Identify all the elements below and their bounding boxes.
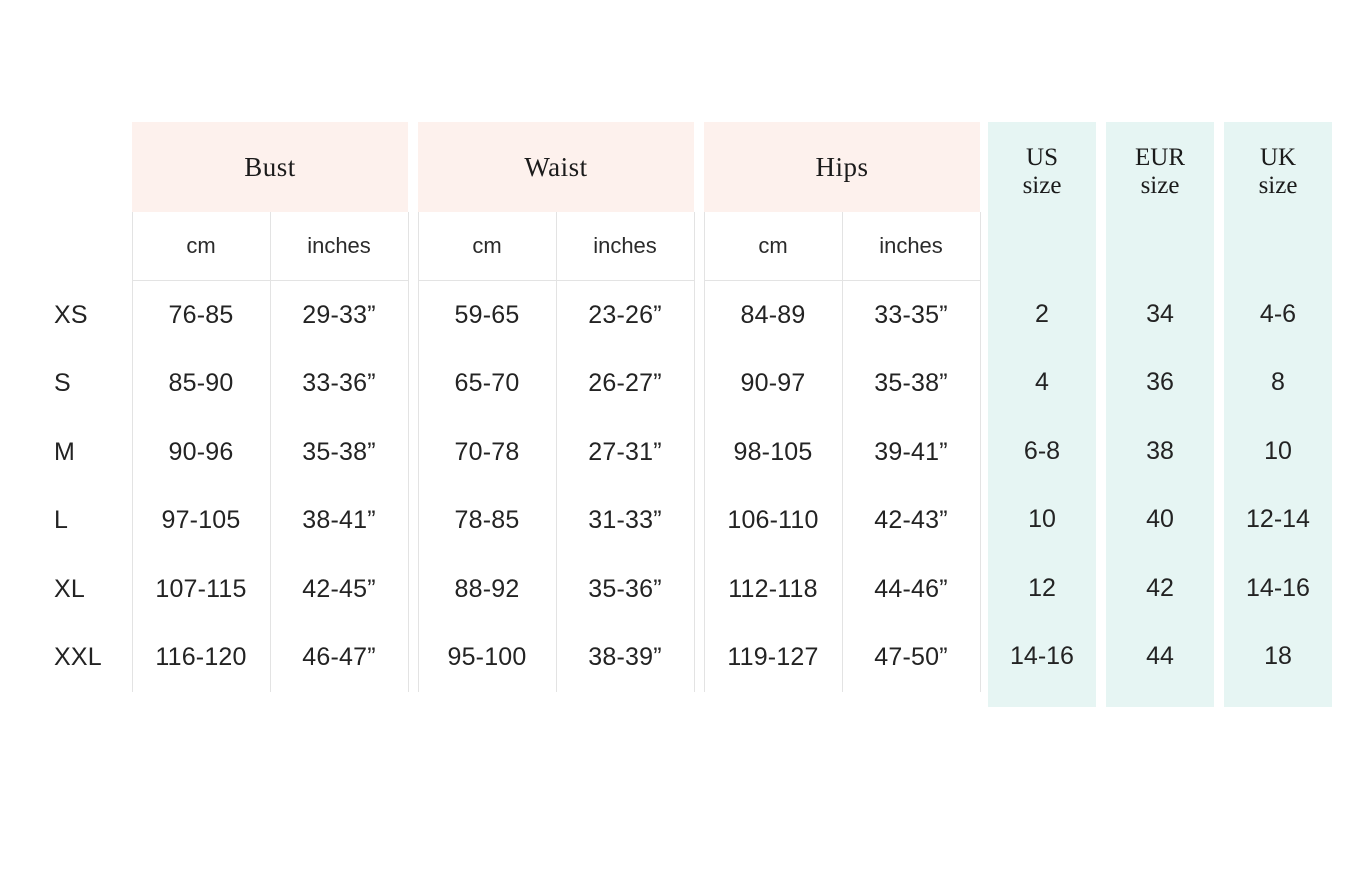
size-column-spacer	[1106, 212, 1214, 280]
cell-hips-cm: 119-127	[704, 624, 842, 693]
group-gap	[694, 122, 704, 212]
size-cell-uk: 14-16	[1246, 573, 1310, 602]
group-header-bust: Bust	[132, 122, 408, 212]
size-column-eur-header	[1106, 122, 1214, 212]
cell-hips-cm: 98-105	[704, 418, 842, 487]
gap	[694, 624, 704, 693]
size-column-us-title: US	[1026, 144, 1058, 171]
gap	[408, 555, 418, 624]
cell-bust-inches: 42-45”	[270, 555, 408, 624]
row-label: L	[54, 506, 69, 535]
size-cell-uk: 18	[1264, 642, 1292, 671]
size-cell-eur: 40	[1146, 505, 1174, 534]
gap	[694, 487, 704, 556]
cell-waist-inches: 38-39”	[556, 624, 694, 693]
measurements-table	[40, 122, 981, 692]
unit-row-corner	[40, 212, 132, 281]
size-column-us-subtitle: size	[1022, 171, 1062, 199]
cell-bust-inches: 35-38”	[270, 418, 408, 487]
cell-hips-cm: 84-89	[704, 281, 842, 350]
cell-hips-inches: 33-35”	[842, 281, 980, 350]
cell-hips-inches: 47-50”	[842, 624, 980, 693]
size-cell-uk: 12-14	[1246, 505, 1310, 534]
size-column-uk	[1224, 122, 1332, 707]
size-cell-uk: 4-6	[1259, 299, 1297, 328]
cell-waist-inches: 27-31”	[556, 418, 694, 487]
unit-gap	[408, 212, 418, 281]
size-column-footer	[988, 691, 1096, 707]
table-row	[40, 487, 980, 556]
cell-waist-cm: 78-85	[418, 487, 556, 556]
size-cell-eur: 36	[1146, 368, 1174, 397]
row-label: S	[54, 369, 71, 398]
cell-waist-cm: 70-78	[418, 418, 556, 487]
corner-cell	[40, 122, 132, 212]
size-column-uk-subtitle: size	[1258, 171, 1298, 199]
cell-hips-cm: 90-97	[704, 350, 842, 419]
gap	[408, 281, 418, 350]
size-cell-eur: 42	[1146, 573, 1174, 602]
row-label: XL	[54, 574, 85, 603]
group-header-row	[40, 122, 980, 212]
row-label: XXL	[54, 643, 102, 672]
size-cell-eur: 34	[1146, 299, 1174, 328]
cell-waist-cm: 59-65	[418, 281, 556, 350]
group-header-waist: Waist	[418, 122, 694, 212]
cell-bust-inches: 29-33”	[270, 281, 408, 350]
size-cell-uk: 8	[1271, 368, 1285, 397]
size-cell-eur: 38	[1146, 436, 1174, 465]
row-label: XS	[54, 300, 88, 329]
gap	[694, 418, 704, 487]
size-column-eur-title: EUR	[1135, 144, 1185, 171]
size-column-us-header	[988, 122, 1096, 212]
cell-waist-cm: 95-100	[418, 624, 556, 693]
size-cell-us: 2	[1035, 299, 1049, 328]
size-cell-us: 6-8	[1023, 436, 1061, 465]
unit-bust-cm: cm	[132, 212, 270, 281]
cell-bust-cm: 85-90	[132, 350, 270, 419]
table-row	[40, 418, 980, 487]
cell-bust-cm: 107-115	[132, 555, 270, 624]
unit-bust-inches: inches	[270, 212, 408, 281]
size-cell-us: 10	[1028, 505, 1056, 534]
cell-hips-cm: 112-118	[704, 555, 842, 624]
unit-header-row	[40, 212, 980, 281]
cell-bust-cm: 76-85	[132, 281, 270, 350]
gap	[694, 281, 704, 350]
cell-waist-inches: 31-33”	[556, 487, 694, 556]
size-column-spacer	[1224, 212, 1332, 280]
gap	[408, 487, 418, 556]
cell-waist-cm: 88-92	[418, 555, 556, 624]
size-cell-us: 4	[1035, 368, 1049, 397]
size-cell-us: 14-16	[1010, 642, 1074, 671]
size-column-uk-title: UK	[1259, 144, 1297, 171]
size-columns	[988, 122, 1332, 707]
cell-bust-inches: 33-36”	[270, 350, 408, 419]
cell-bust-inches: 46-47”	[270, 624, 408, 693]
size-column-footer	[1224, 691, 1332, 707]
group-gap	[408, 122, 418, 212]
size-column-eur-subtitle: size	[1140, 171, 1180, 199]
group-header-hips: Hips	[704, 122, 980, 212]
cell-bust-cm: 97-105	[132, 487, 270, 556]
size-column-eur	[1106, 122, 1214, 707]
cell-bust-cm: 90-96	[132, 418, 270, 487]
unit-waist-cm: cm	[418, 212, 556, 281]
gap	[408, 350, 418, 419]
gap	[408, 418, 418, 487]
table-row	[40, 281, 980, 350]
table-row	[40, 350, 980, 419]
size-column-footer	[1106, 691, 1214, 707]
cell-hips-cm: 106-110	[704, 487, 842, 556]
size-cell-uk: 10	[1264, 436, 1292, 465]
table-row	[40, 555, 980, 624]
unit-gap	[694, 212, 704, 281]
cell-waist-cm: 65-70	[418, 350, 556, 419]
cell-bust-inches: 38-41”	[270, 487, 408, 556]
row-label: M	[54, 437, 76, 466]
gap	[694, 555, 704, 624]
unit-waist-inches: inches	[556, 212, 694, 281]
size-column-spacer	[988, 212, 1096, 280]
cell-hips-inches: 42-43”	[842, 487, 980, 556]
cell-hips-inches: 39-41”	[842, 418, 980, 487]
gap	[408, 624, 418, 693]
cell-waist-inches: 35-36”	[556, 555, 694, 624]
cell-hips-inches: 35-38”	[842, 350, 980, 419]
table-row	[40, 624, 980, 693]
cell-hips-inches: 44-46”	[842, 555, 980, 624]
cell-bust-cm: 116-120	[132, 624, 270, 693]
size-column-uk-header	[1224, 122, 1332, 212]
unit-hips-cm: cm	[704, 212, 842, 281]
size-column-us	[988, 122, 1096, 707]
size-cell-us: 12	[1028, 573, 1056, 602]
size-cell-eur: 44	[1146, 642, 1174, 671]
gap	[694, 350, 704, 419]
cell-waist-inches: 26-27”	[556, 350, 694, 419]
unit-hips-inches: inches	[842, 212, 980, 281]
cell-waist-inches: 23-26”	[556, 281, 694, 350]
